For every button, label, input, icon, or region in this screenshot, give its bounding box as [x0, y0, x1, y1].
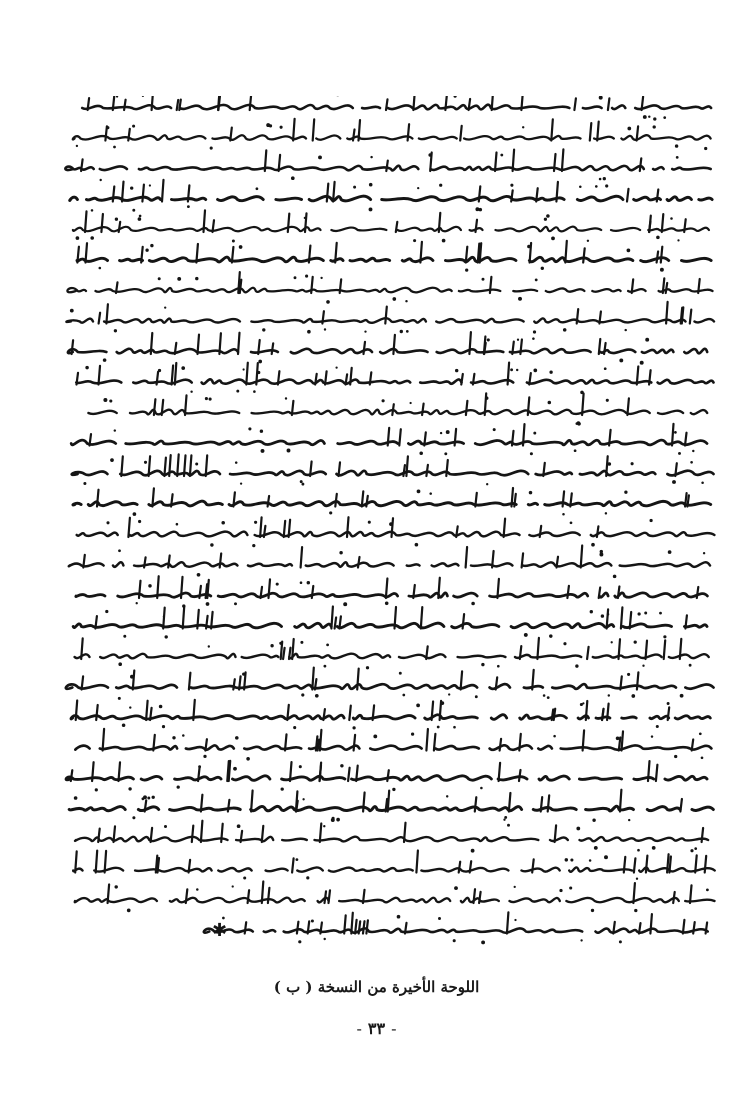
page-number-dash-left: -: [356, 1019, 362, 1038]
manuscript-line: [73, 488, 711, 516]
manuscript-line: [75, 882, 715, 913]
manuscript-line: [65, 149, 710, 181]
manuscript-line: [76, 576, 708, 608]
manuscript-line: [69, 546, 710, 579]
end-mark-icon: ✱: [212, 920, 228, 941]
page-number: [0, 1019, 753, 1038]
manuscript-line: [66, 302, 714, 334]
manuscript-line: [76, 363, 713, 395]
manuscript-line: [88, 393, 707, 425]
page-number-dash-right: -: [391, 1019, 397, 1038]
manuscript-line: [73, 607, 707, 639]
manuscript-line: [75, 638, 709, 670]
manuscript-line: [75, 821, 708, 853]
manuscript-line: [73, 210, 709, 242]
manuscript-line: [71, 424, 707, 455]
manuscript-image: [64, 96, 719, 956]
manuscript-line: [77, 517, 715, 547]
manuscript-line: [70, 180, 712, 212]
manuscript-line: [75, 729, 711, 761]
manuscript-line: [204, 912, 708, 944]
page-number-value: ٣٣: [367, 1019, 386, 1038]
manuscript-line: [77, 241, 711, 272]
manuscript-line: [66, 761, 707, 792]
manuscript-line: [69, 790, 713, 822]
manuscript-line: [71, 700, 710, 730]
handwritten-text-icon: [64, 96, 719, 956]
manuscript-line: [73, 119, 711, 150]
manuscript-line: [67, 272, 712, 304]
figure-caption: اللوحة الأخيرة من النسخة ( ب ): [273, 978, 480, 996]
manuscript-line: [66, 668, 714, 700]
manuscript-line: [73, 851, 715, 880]
manuscript-line: [68, 332, 707, 365]
manuscript-line: [82, 96, 711, 121]
manuscript-line: [72, 454, 714, 485]
